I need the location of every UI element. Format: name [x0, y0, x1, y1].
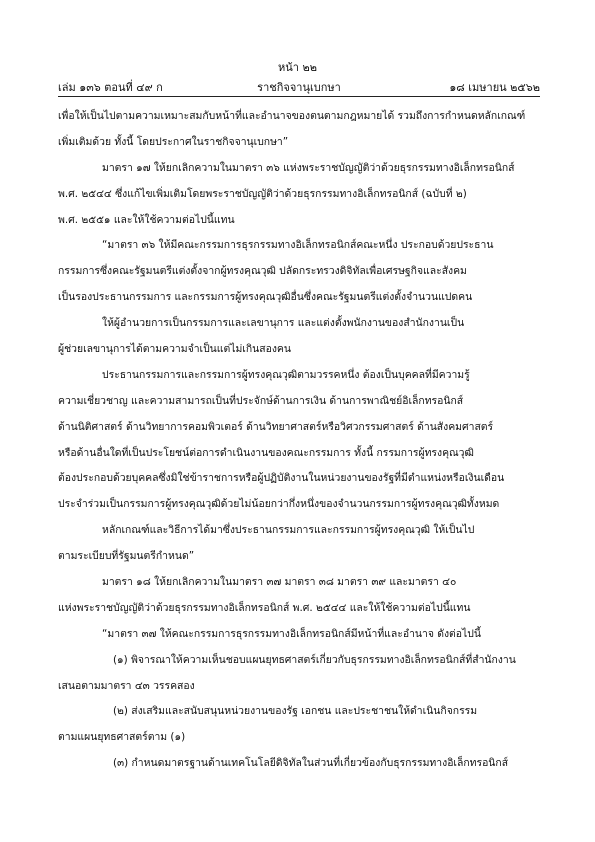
gazette-title: ราชกิจจานุเบกษา — [257, 81, 341, 94]
text-line: เพื่อให้เป็นไปตามความเหมาะสมกับหน้าที่และอำนาจของตนตามกฎหมายได้ รวมถึงการกำหนดหลักเกณฑ์ — [58, 110, 526, 122]
text-line: ต้องประกอบด้วยบุคคลซึ่งมิใช่ข้าราชการหรือผู้ปฏิบัติงานในหน่วยงานของรัฐที่มีตำแหน่งหรือเงินเดือน — [58, 472, 505, 485]
page-number: หน้า ๒๒ — [278, 61, 317, 74]
text-line: ตามแผนยุทธศาสตร์ตาม (๑) — [58, 731, 186, 744]
text-line: กรรมการซึ่งคณะรัฐมนตรีแต่งตั้งจากผู้ทรงคุณวุฒิ ปลัดกระทรวงดิจิทัลเพื่อเศรษฐกิจและสังคม — [58, 265, 467, 278]
text-line: (๒) ส่งเสริมและสนับสนุนหน่วยงานของรัฐ เอกชน และประชาชนให้ดำเนินกิจกรรม — [113, 705, 478, 718]
text-line: “มาตรา ๓๗ ให้คณะกรรมการธุรกรรมทางอิเล็กทรอนิกส์มีหน้าที่และอำนาจ ดังต่อไปนี้ — [102, 627, 481, 640]
text-line: ประธานกรรมการและกรรมการผู้ทรงคุณวุฒิตามวรรคหนึ่ง ต้องเป็นบุคคลที่มีความรู้ — [102, 368, 470, 381]
text-line: “มาตรา ๓๖ ให้มีคณะกรรมการธุรกรรมทางอิเล็กทรอนิกส์คณะหนึ่ง ประกอบด้วยประธาน — [102, 239, 494, 252]
text-line: พ.ศ. ๒๕๕๑ และให้ใช้ความต่อไปนี้แทน — [58, 213, 235, 226]
text-line: หรือด้านอื่นใดที่เป็นประโยชน์ต่อการดำเนินงานของคณะกรรมการ ทั้งนี้ กรรมการผู้ทรงคุณวุฒิ — [58, 446, 474, 459]
text-line: หลักเกณฑ์และวิธีการได้มาซึ่งประธานกรรมการและกรรมการผู้ทรงคุณวุฒิ ให้เป็นไป — [102, 524, 475, 537]
text-line: มาตรา ๑๗ ให้ยกเลิกความในมาตรา ๓๖ แห่งพระราชบัญญัติว่าด้วยธุรกรรมทางอิเล็กทรอนิกส์ — [102, 161, 515, 174]
text-line: เพิ่มเติมด้วย ทั้งนี้ โดยประกาศในราชกิจจานุเบกษา” — [58, 135, 289, 148]
header-rule — [58, 96, 540, 97]
text-line: เป็นรองประธานกรรมการ และกรรมการผู้ทรงคุณวุฒิอื่นซึ่งคณะรัฐมนตรีแต่งตั้งจำนวนแปดคน — [58, 291, 473, 304]
text-line: ประจำร่วมเป็นกรรมการผู้ทรงคุณวุฒิด้วยไม่น้อยกว่ากึ่งหนึ่งของจำนวนกรรมการผู้ทรงคุณวุฒิทั้งหมด — [58, 498, 500, 511]
document-body — [58, 104, 540, 777]
text-line: (๑) พิจารณาให้ความเห็นชอบแผนยุทธศาสตร์เกี่ยวกับธุรกรรมทางอิเล็กทรอนิกส์ที่สำนักงาน — [113, 653, 516, 666]
text-line: (๓) กำหนดมาตรฐานด้านเทคโนโลยีดิจิทัลในส่วนที่เกี่ยวข้องกับธุรกรรมทางอิเล็กทรอนิกส์ — [113, 757, 509, 770]
volume-issue: เล่ม ๑๓๖ ตอนที่ ๔๙ ก — [58, 81, 163, 94]
text-line: ผู้ช่วยเลขานุการได้ตามความจำเป็นแต่ไม่เกินสองคน — [58, 343, 291, 356]
gazette-header — [58, 78, 540, 94]
publication-date: ๑๘ เมษายน ๒๕๖๒ — [449, 81, 540, 94]
text-line: ตามระเบียบที่รัฐมนตรีกำหนด” — [58, 550, 195, 563]
text-line: เสนอตามมาตรา ๔๓ วรรคสอง — [58, 679, 195, 692]
text-line: ให้ผู้อำนวยการเป็นกรรมการและเลขานุการ และแต่งตั้งพนักงานของสำนักงานเป็น — [102, 317, 465, 330]
text-line: ด้านนิติศาสตร์ ด้านวิทยาการคอมพิวเตอร์ ด้านวิทยาศาสตร์หรือวิศวกรรมศาสตร์ ด้านสังคมศาสตร์ — [58, 420, 494, 433]
text-line: แห่งพระราชบัญญัติว่าด้วยธุรกรรมทางอิเล็กทรอนิกส์ พ.ศ. ๒๕๔๔ และให้ใช้ความต่อไปนี้แทน — [58, 601, 471, 614]
text-line: ความเชี่ยวชาญ และความสามารถเป็นที่ประจักษ์ด้านการเงิน ด้านการพาณิชย์อิเล็กทรอนิกส์ — [58, 394, 464, 407]
text-line: พ.ศ. ๒๕๔๔ ซึ่งแก้ไขเพิ่มเติมโดยพระราชบัญญัติว่าด้วยธุรกรรมทางอิเล็กทรอนิกส์ (ฉบับที่ ๒) — [58, 187, 467, 200]
text-line: มาตรา ๑๘ ให้ยกเลิกความในมาตรา ๓๗ มาตรา ๓๘ มาตรา ๓๙ และมาตรา ๔๐ — [102, 576, 457, 589]
